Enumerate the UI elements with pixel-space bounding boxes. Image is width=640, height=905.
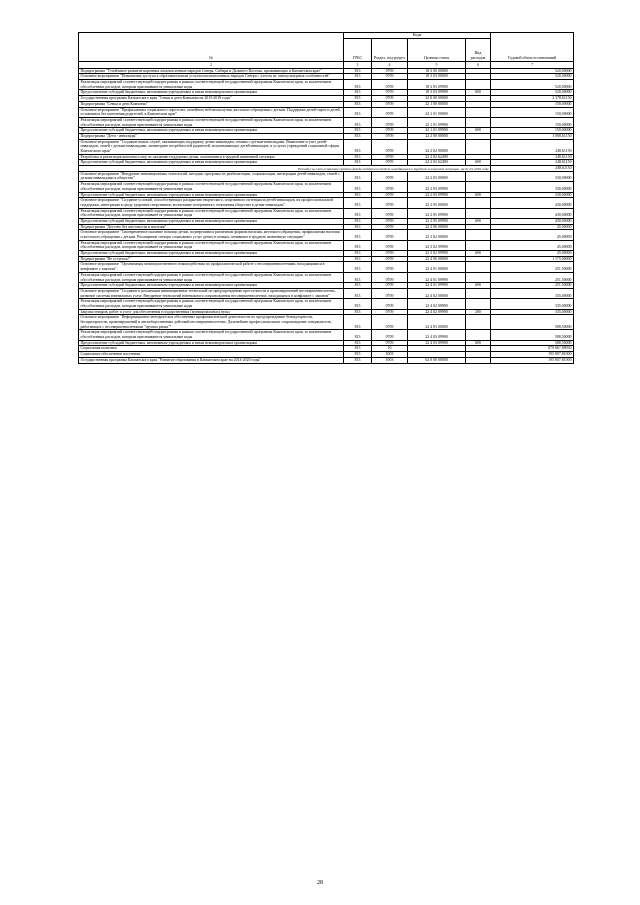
column-number: 5 bbox=[408, 61, 466, 68]
row-section: 0709 bbox=[372, 251, 408, 257]
row-section: 0709 bbox=[372, 139, 408, 154]
column-number: 2 bbox=[79, 61, 344, 68]
row-target-article: 22 2 05 00000 bbox=[408, 198, 466, 208]
row-target-article: 22 0 00 00000 bbox=[408, 96, 466, 102]
row-name: Реализация мероприятий соответствующей подпрограммы в рамках соответствующей государственной программы Камчатского края, за исключением обособленных расходов, которым присваиваются уникальные коды bbox=[79, 117, 344, 127]
row-section: 0709 bbox=[372, 283, 408, 289]
row-section: 0709 bbox=[372, 272, 408, 282]
row-section: 0709 bbox=[372, 309, 408, 315]
row-target-article: 22 2 02 62490 bbox=[408, 154, 466, 160]
row-grbs: 813 bbox=[344, 182, 372, 192]
row-section: 0709 bbox=[372, 288, 408, 298]
row-expense-type bbox=[466, 330, 491, 340]
row-expense-type bbox=[466, 357, 491, 363]
row-target-article: 02 0 00 00000 bbox=[408, 357, 466, 363]
table-row bbox=[79, 182, 574, 192]
row-name: Основное мероприятие "Создание новых служб, оказывающих поддержку детям-инвалидам, семьям с детьми-инвалидами. Выявление и учет детей-инвалидов, семей с детьми-инвалидами, мониторинг потребностей родителей, воспитывающих детей-инвалидов, в услугах учреждений социальной сферы Камчатского края" bbox=[79, 139, 344, 154]
table-row bbox=[79, 230, 574, 240]
row-expense-type bbox=[466, 182, 491, 192]
row-grbs: 813 bbox=[344, 299, 372, 309]
row-name: Реализация мероприятий соответствующей подпрограммы в рамках соответствующей государственной программы Камчатского края, за исключением обособленных расходов, которым присваиваются уникальные коды bbox=[79, 182, 344, 192]
row-amount: 150,00000 bbox=[491, 107, 574, 117]
row-name: Подпрограмма "Не оступись!" bbox=[79, 256, 344, 262]
table-row bbox=[79, 330, 574, 340]
row-name: Подпрограмма "Дети - инвалиды" bbox=[79, 133, 344, 139]
row-amount: 879 067,88930 bbox=[491, 346, 574, 352]
row-grbs: 813 bbox=[344, 139, 372, 154]
row-grbs: 813 bbox=[344, 198, 372, 208]
row-grbs: 813 bbox=[344, 315, 372, 330]
row-expense-type: 600 bbox=[466, 340, 491, 346]
table-row bbox=[79, 262, 574, 272]
row-target-article: 22 1 01 09990 bbox=[408, 117, 466, 127]
row-grbs: 813 bbox=[344, 107, 372, 117]
row-section: 0709 bbox=[372, 218, 408, 224]
row-target-article: 22 1 00 00000 bbox=[408, 101, 466, 107]
column-number: 6 bbox=[466, 61, 491, 68]
row-section: 0709 bbox=[372, 224, 408, 230]
row-target-article: 22 4 02 00000 bbox=[408, 288, 466, 298]
table-row bbox=[79, 315, 574, 330]
row-section: 0709 bbox=[372, 128, 408, 134]
row-grbs: 813 bbox=[344, 218, 372, 224]
row-name: Реализация мероприятий соответствующей подпрограммы в рамках соответствующей государственной программы Камчатского края, за исключением обособленных расходов, которым присваиваются уникальные коды bbox=[79, 272, 344, 282]
row-expense-type bbox=[466, 262, 491, 272]
row-section: 0709 bbox=[372, 208, 408, 218]
row-grbs: 813 bbox=[344, 357, 372, 363]
row-target-article: 18 3 03 09990 bbox=[408, 90, 466, 96]
row-name: Основное мероприятие "Своевременное оказание помощи детям, подвергшимся различным формам насилия, жестокого обращения, профилактика насилия и жестокого обращения с детьми. Расширение спектра социальных услуг детям и семьям, попавшим в трудную жизненную ситуацию" bbox=[79, 230, 344, 240]
row-expense-type bbox=[466, 230, 491, 240]
row-name: Основное мероприятие "Профилактика социального сиротства, семейного неблагополучия, жестокого обращения с детьми. Поддержка детей-сирот и детей, оставшихся без попечения родителей, в Камчатском крае" bbox=[79, 107, 344, 117]
row-amount: 335,00000 bbox=[491, 299, 574, 309]
row-section: 0709 bbox=[372, 198, 408, 208]
row-name: Предоставление субсидий бюджетным, автономным учреждениям и иным некоммерческим организациям bbox=[79, 340, 344, 346]
row-grbs: 813 bbox=[344, 208, 372, 218]
row-expense-type bbox=[466, 240, 491, 250]
row-name: Подпрограмма "Детство без жестокости и насилия" bbox=[79, 224, 344, 230]
row-amount: 45,00000 bbox=[491, 230, 574, 240]
row-name: Основное мероприятие "Организация межведомственного взаимодействия по профилактической работе с несовершеннолетними, находящимися в конфликте с законом" bbox=[79, 262, 344, 272]
row-amount: 588,50000 bbox=[491, 330, 574, 340]
row-grbs: 813 bbox=[344, 171, 372, 181]
row-grbs: 813 bbox=[344, 101, 372, 107]
row-section: 0709 bbox=[372, 340, 408, 346]
row-expense-type bbox=[466, 272, 491, 282]
row-grbs: 813 bbox=[344, 224, 372, 230]
row-target-article: 22 3 02 09990 bbox=[408, 240, 466, 250]
row-amount: 2 378,61150 bbox=[491, 96, 574, 102]
row-amount: 330,00000 bbox=[491, 171, 574, 181]
row-name: Разработка и реализация комплекса мер по оказанию поддержки детям, оказавшимся в трудной жизненной ситуации bbox=[79, 154, 344, 160]
row-section: 0709 bbox=[372, 315, 408, 330]
table-row bbox=[79, 272, 574, 282]
column-number: 7 bbox=[491, 61, 574, 68]
row-grbs: 813 bbox=[344, 272, 372, 282]
row-amount: 520,00000 bbox=[491, 68, 574, 74]
row-amount: 251,50000 bbox=[491, 283, 574, 289]
row-target-article: 22 4 02 09990 bbox=[408, 309, 466, 315]
row-section: 1003 bbox=[372, 352, 408, 358]
row-expense-type bbox=[466, 315, 491, 330]
row-expense-type: 200 bbox=[466, 309, 491, 315]
row-section: 0709 bbox=[372, 262, 408, 272]
table-row bbox=[79, 208, 574, 218]
row-target-article: 22 4 03 09990 bbox=[408, 330, 466, 340]
row-expense-type bbox=[466, 288, 491, 298]
row-name: Реализация мероприятий соответствующей подпрограммы в рамках соответствующей государственной программы Камчатского края, за исключением обособленных расходов, которым присваиваются уникальные коды bbox=[79, 80, 344, 90]
row-name: Предоставление субсидий бюджетным, автономным учреждениям и иным некоммерческим организациям bbox=[79, 90, 344, 96]
row-expense-type: 600 bbox=[466, 218, 491, 224]
row-section: 0709 bbox=[372, 330, 408, 340]
row-name: Социальное обеспечение населения bbox=[79, 352, 344, 358]
row-grbs: 813 bbox=[344, 68, 372, 74]
row-grbs: 813 bbox=[344, 90, 372, 96]
table-row bbox=[79, 117, 574, 127]
row-name: Подпрограмма "Семья и дети Камчатки" bbox=[79, 101, 344, 107]
row-amount: 335,00000 bbox=[491, 309, 574, 315]
row-name: Предоставление субсидий бюджетным, автономным учреждениям и иным некоммерческим организациям bbox=[79, 128, 344, 134]
row-section: 0709 bbox=[372, 240, 408, 250]
row-section: 0709 bbox=[372, 107, 408, 117]
row-target-article: 22 4 03 09990 bbox=[408, 340, 466, 346]
table-row bbox=[79, 240, 574, 250]
row-target-article: 22 4 01 00000 bbox=[408, 262, 466, 272]
row-target-article: 22 4 01 09990 bbox=[408, 272, 466, 282]
row-section: 0709 bbox=[372, 154, 408, 160]
row-grbs: 813 bbox=[344, 330, 372, 340]
row-grbs: 813 bbox=[344, 240, 372, 250]
table-row bbox=[79, 198, 574, 208]
row-target-article: 22 2 05 09990 bbox=[408, 218, 466, 224]
note-text: Расходы за счет остатков средств фонда поддержки детей, находящихся в трудной жизненной ситуации, на 01.01.2016 года bbox=[79, 166, 491, 172]
row-expense-type bbox=[466, 80, 491, 90]
row-section: 0709 bbox=[372, 101, 408, 107]
row-expense-type: 600 bbox=[466, 192, 491, 198]
row-target-article: 22 2 00 00000 bbox=[408, 133, 466, 139]
row-name: Реализация мероприятий соответствующей подпрограммы в рамках соответствующей государственной программы Камчатского края, за исключением обособленных расходов, которым присваиваются уникальные коды bbox=[79, 208, 344, 218]
header-grbs: ГРБС bbox=[344, 38, 372, 61]
row-grbs: 813 bbox=[344, 352, 372, 358]
row-expense-type: 600 bbox=[466, 90, 491, 96]
row-expense-type bbox=[466, 107, 491, 117]
row-target-article: 22 4 02 09990 bbox=[408, 299, 466, 309]
row-grbs: 813 bbox=[344, 251, 372, 257]
column-number: 4 bbox=[372, 61, 408, 68]
row-name: Реализация мероприятий соответствующей подпрограммы в рамках соответствующей государственной программы Камчатского края, за исключением обособленных расходов, которым присваиваются уникальные коды bbox=[79, 330, 344, 340]
row-expense-type bbox=[466, 139, 491, 154]
header-number: № bbox=[79, 33, 344, 62]
row-amount: 248,61150 bbox=[491, 139, 574, 154]
row-grbs: 813 bbox=[344, 128, 372, 134]
row-expense-type: 600 bbox=[466, 283, 491, 289]
row-section: 0709 bbox=[372, 117, 408, 127]
row-name: Социальная политика bbox=[79, 346, 344, 352]
row-target-article: 22 2 05 09990 bbox=[408, 208, 466, 218]
row-grbs: 813 bbox=[344, 230, 372, 240]
header-target-article: Целевая статья bbox=[408, 38, 466, 61]
row-section: 0709 bbox=[372, 160, 408, 166]
row-target-article: 22 3 00 00000 bbox=[408, 224, 466, 230]
row-amount: 430,00000 bbox=[491, 208, 574, 218]
table-row bbox=[79, 107, 574, 117]
row-amount: 251,50000 bbox=[491, 262, 574, 272]
table-row bbox=[79, 288, 574, 298]
row-target-article: 22 1 01 00000 bbox=[408, 107, 466, 117]
header-expense-type: Вид расходов bbox=[466, 38, 491, 61]
row-section: 0709 bbox=[372, 68, 408, 74]
row-grbs: 813 bbox=[344, 74, 372, 80]
row-expense-type bbox=[466, 299, 491, 309]
row-grbs: 813 bbox=[344, 117, 372, 127]
row-section: 0709 bbox=[372, 133, 408, 139]
row-expense-type bbox=[466, 117, 491, 127]
row-amount: 248,61150 bbox=[491, 154, 574, 160]
row-name: Предоставление субсидий бюджетным, автономным учреждениям и иным некоммерческим организациям bbox=[79, 283, 344, 289]
row-expense-type bbox=[466, 208, 491, 218]
row-target-article: 22 2 03 00000 bbox=[408, 171, 466, 181]
row-amount: 195 807,81000 bbox=[491, 357, 574, 363]
row-section: 0709 bbox=[372, 192, 408, 198]
row-target-article: 22 2 03 09990 bbox=[408, 192, 466, 198]
page-number: 28 bbox=[317, 880, 323, 886]
row-amount: 45,00000 bbox=[491, 224, 574, 230]
row-name: Основное мероприятие "Создание условий, способствующих раскрытию творческого, спортивного потенциала детей-инвалидов, их профессиональной поддержки, интеграции в среду здоровых сверстников, воспитание толерантного отношения общества к детям-инвалидам" bbox=[79, 198, 344, 208]
row-amount: 330,00000 bbox=[491, 182, 574, 192]
row-amount: 430,00000 bbox=[491, 218, 574, 224]
row-amount: 588,50000 bbox=[491, 340, 574, 346]
row-section: 0709 bbox=[372, 80, 408, 90]
table-row bbox=[79, 80, 574, 90]
row-section: 0709 bbox=[372, 299, 408, 309]
column-numbers-row bbox=[79, 61, 574, 68]
row-name: Государственная программа Камчатского края "Развитие образования в Камчатском крае на 2014-2020 годы" bbox=[79, 357, 344, 363]
row-section: 0709 bbox=[372, 230, 408, 240]
row-expense-type: 600 bbox=[466, 251, 491, 257]
header-annual-amount: Годовой объем ассигнований bbox=[491, 33, 574, 62]
header-section: Раздел, под-раздел bbox=[372, 38, 408, 61]
row-name: Предоставление субсидий бюджетным, автономным учреждениям и иным некоммерческим организациям bbox=[79, 251, 344, 257]
row-section: 0709 bbox=[372, 90, 408, 96]
row-amount: 150,00000 bbox=[491, 128, 574, 134]
row-grbs: 813 bbox=[344, 346, 372, 352]
row-name: Предоставление субсидий бюджетным, автономным учреждениям и иным некоммерческим организациям bbox=[79, 192, 344, 198]
table-row bbox=[79, 171, 574, 181]
row-amount: 430,00000 bbox=[491, 198, 574, 208]
row-grbs: 813 bbox=[344, 256, 372, 262]
row-name: Основное мероприятие "Повышение доступа к образовательным услугам малочисленных народов Севера с учетом их этнокультурных особенностей" bbox=[79, 74, 344, 80]
row-amount: 520,00000 bbox=[491, 80, 574, 90]
row-name: Закупка товаров, работ и услуг для обеспечения государственных (муниципальных) нужд bbox=[79, 309, 344, 315]
row-amount: 45,00000 bbox=[491, 240, 574, 250]
row-name: Реализация мероприятий соответствующей подпрограммы в рамках соответствующей государственной программы Камчатского края, за исключением обособленных расходов, которым присваиваются уникальные коды bbox=[79, 299, 344, 309]
row-target-article: 22 3 02 00000 bbox=[408, 230, 466, 240]
row-grbs: 813 bbox=[344, 80, 372, 90]
row-section: 0709 bbox=[372, 74, 408, 80]
row-grbs: 813 bbox=[344, 288, 372, 298]
row-name: Предоставление субсидий бюджетным, автономным учреждениям и иным некоммерческим организациям bbox=[79, 218, 344, 224]
row-target-article: 22 4 01 09990 bbox=[408, 283, 466, 289]
table-row bbox=[79, 139, 574, 154]
row-grbs: 813 bbox=[344, 96, 372, 102]
row-amount: 150,00000 bbox=[491, 101, 574, 107]
row-expense-type: 600 bbox=[466, 160, 491, 166]
table-header-row bbox=[79, 33, 574, 39]
row-grbs: 813 bbox=[344, 160, 372, 166]
row-target-article: 22 2 02 62490 bbox=[408, 160, 466, 166]
header-codes-group: Коды bbox=[344, 33, 491, 39]
row-section: 0709 bbox=[372, 96, 408, 102]
row-target-article: 18 3 00 00000 bbox=[408, 68, 466, 74]
row-amount: 248,61150 bbox=[491, 160, 574, 166]
row-grbs: 813 bbox=[344, 262, 372, 272]
row-grbs: 813 bbox=[344, 283, 372, 289]
row-target-article: 18 3 03 00000 bbox=[408, 74, 466, 80]
row-amount: 150,00000 bbox=[491, 117, 574, 127]
row-name: Основное мероприятие "Информационно-методическое обеспечение профилактической деятельности по предупреждению безнадзорности, беспризорности, правонарушений и антиобщественных действий несовершеннолетних. Дальнейшее профессиональное сопровождение специалистов, работающих с несовершеннолетними "группы риска"" bbox=[79, 315, 344, 330]
row-amount: 1 175,00000 bbox=[491, 256, 574, 262]
row-name: Реализация мероприятий соответствующей подпрограммы в рамках соответствующей государственной программы Камчатского края, за исключением обособленных расходов, которым присваиваются уникальные коды bbox=[79, 240, 344, 250]
row-target-article: 22 1 01 09990 bbox=[408, 128, 466, 134]
row-target-article: 22 2 02 00000 bbox=[408, 139, 466, 154]
row-name: Основное мероприятие "Внедрение инновационных технологий, методик, программ по реабилитации, социализации, интеграции детей-инвалидов, семей с детьми-инвалидами в общество" bbox=[79, 171, 344, 181]
note-amount: 248,61150 bbox=[491, 166, 574, 172]
row-section: 0709 bbox=[372, 171, 408, 181]
row-name: Государственная программа Камчатского края "Семья и дети Камчатки на 2015-2018 годы" bbox=[79, 96, 344, 102]
budget-table bbox=[78, 32, 574, 364]
row-amount: 195 807,81000 bbox=[491, 352, 574, 358]
row-amount: 45,00000 bbox=[491, 251, 574, 257]
row-grbs: 813 bbox=[344, 133, 372, 139]
row-amount: 335,00000 bbox=[491, 288, 574, 298]
row-amount: 520,00000 bbox=[491, 90, 574, 96]
row-target-article: 22 3 02 09990 bbox=[408, 251, 466, 257]
row-section: 1003 bbox=[372, 357, 408, 363]
row-grbs: 813 bbox=[344, 154, 372, 160]
row-grbs: 813 bbox=[344, 309, 372, 315]
row-section: 10 bbox=[372, 346, 408, 352]
row-target-article: 22 4 03 00000 bbox=[408, 315, 466, 330]
row-name: Предоставление субсидий бюджетным, автономным учреждениям и иным некоммерческим организациям bbox=[79, 160, 344, 166]
row-expense-type bbox=[466, 198, 491, 208]
row-section: 0709 bbox=[372, 182, 408, 192]
row-amount: 588,50000 bbox=[491, 315, 574, 330]
row-name: Подпрограмма "Устойчивое развитие коренных малочисленных народов Севера, Сибири и Дальнего Востока, проживающих в Камчатском крае" bbox=[79, 68, 344, 74]
column-number: 3 bbox=[344, 61, 372, 68]
row-amount: 520,00000 bbox=[491, 74, 574, 80]
row-target-article: 18 3 03 09990 bbox=[408, 80, 466, 90]
row-amount: 251,50000 bbox=[491, 272, 574, 282]
row-name: Основное мероприятие "Создание и реализация инновационных технологий по предупреждению преступности и правонарушений несовершеннолетних, развитие системы ювенальных услуг. Внедрение технологий ювенального сопровождения несовершеннолетних, находящихся в конфликте с законом" bbox=[79, 288, 344, 298]
row-amount: 1 008,61150 bbox=[491, 133, 574, 139]
row-section: 0709 bbox=[372, 256, 408, 262]
row-expense-type: 600 bbox=[466, 128, 491, 134]
row-grbs: 813 bbox=[344, 340, 372, 346]
table-row bbox=[79, 299, 574, 309]
table-body bbox=[79, 68, 574, 363]
row-grbs: 813 bbox=[344, 192, 372, 198]
table-row bbox=[79, 357, 574, 363]
row-expense-type bbox=[466, 171, 491, 181]
row-target-article: 22 2 03 09990 bbox=[408, 182, 466, 192]
row-target-article: 22 4 00 00000 bbox=[408, 256, 466, 262]
row-amount: 330,00000 bbox=[491, 192, 574, 198]
